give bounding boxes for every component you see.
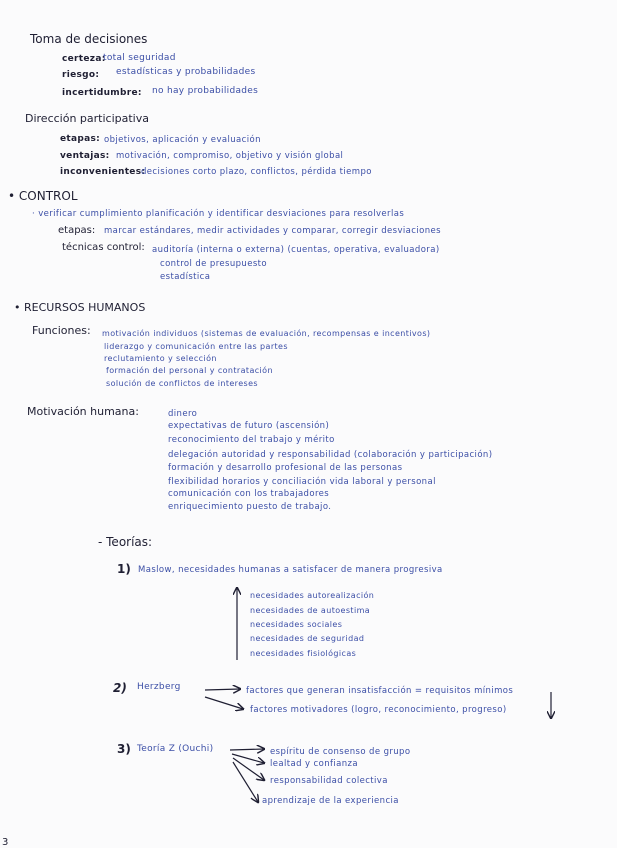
motivacion-item: formación y desarrollo profesional de las personas bbox=[168, 463, 403, 473]
tecnicas-control-3: estadística bbox=[160, 272, 211, 282]
etapas-text: objetivos, aplicación y evaluación bbox=[104, 135, 261, 145]
tecnicas-control-text: auditoría (interna o externa) (cuentas, operativa, evaluadora) bbox=[152, 245, 440, 255]
maslow-item: necesidades autorealización bbox=[250, 591, 375, 600]
herzberg-factor-b: factores motivadores (logro, reconocimiento, progreso) bbox=[250, 705, 507, 715]
funcion-item: solución de conflictos de intereses bbox=[106, 379, 258, 388]
motivacion-item: expectativas de futuro (ascensión) bbox=[168, 421, 330, 431]
teoria-1-number: 1) bbox=[117, 562, 131, 576]
section-title-control: • CONTROL bbox=[8, 189, 78, 203]
motivacion-item: dinero bbox=[168, 409, 198, 419]
funcion-item: reclutamiento y selección bbox=[104, 354, 217, 363]
teoria-2-name: Herzberg bbox=[137, 682, 181, 692]
motivacion-item: flexibilidad horarios y conciliación vida laboral y personal bbox=[168, 477, 436, 487]
motivacion-item: enriquecimiento puesto de trabajo. bbox=[168, 502, 332, 512]
section-title-direccion: Dirección participativa bbox=[25, 112, 149, 125]
ouchi-item: responsabilidad colectiva bbox=[270, 776, 388, 786]
motivacion-item: reconocimiento del trabajo y mérito bbox=[168, 435, 335, 445]
control-etapas-label: etapas: bbox=[58, 225, 96, 236]
section-title-rrhh: • RECURSOS HUMANOS bbox=[14, 301, 146, 314]
ventajas-label: ventajas: bbox=[60, 151, 110, 161]
certeza-label: certeza: bbox=[62, 54, 106, 64]
funciones-label: Funciones: bbox=[32, 324, 91, 337]
teoria-3-name: Teoría Z (Ouchi) bbox=[137, 744, 214, 754]
incertidumbre-text: no hay probabilidades bbox=[152, 86, 259, 96]
page-number: 3 bbox=[2, 837, 9, 848]
teorias-title: - Teorías: bbox=[98, 535, 153, 549]
rrhh-title: RECURSOS HUMANOS bbox=[24, 301, 146, 314]
funcion-item: liderazgo y comunicación entre las partes bbox=[104, 342, 288, 351]
control-definition: verificar cumplimiento planificación y identificar desviaciones para resolverlas bbox=[38, 209, 405, 219]
funcion-item: formación del personal y contratación bbox=[106, 366, 273, 375]
inconvenientes-text: decisiones corto plazo, conflictos, pérdida tiempo bbox=[141, 167, 372, 177]
incertidumbre-label: incertidumbre: bbox=[62, 88, 142, 98]
tecnicas-control-2: control de presupuesto bbox=[160, 259, 268, 269]
maslow-item: necesidades de seguridad bbox=[250, 634, 365, 643]
maslow-item: necesidades de autoestima bbox=[250, 606, 371, 615]
herzberg-arrow-b bbox=[205, 697, 243, 709]
motivacion-item: comunicación con los trabajadores bbox=[168, 489, 330, 499]
control-title: CONTROL bbox=[18, 189, 78, 203]
control-etapas-text: marcar estándares, medir actividades y comparar, corregir desviaciones bbox=[104, 226, 441, 236]
maslow-item: necesidades fisiológicas bbox=[250, 649, 357, 658]
ouchi-item: lealtad y confianza bbox=[270, 759, 359, 769]
section-title-toma-decisiones: Toma de decisiones bbox=[30, 32, 148, 46]
certeza-text: total seguridad bbox=[103, 53, 176, 63]
etapas-label: etapas: bbox=[60, 134, 101, 144]
ouchi-arrow-1 bbox=[230, 749, 264, 750]
ouchi-arrow-2 bbox=[232, 754, 264, 763]
riesgo-label: riesgo: bbox=[62, 70, 100, 80]
teoria-2-number: 2) bbox=[113, 681, 127, 695]
inconvenientes-label: inconvenientes: bbox=[60, 167, 146, 177]
control-line-1: · verificar cumplimiento planificación y identificar desviaciones para resolverlas bbox=[32, 209, 405, 219]
ouchi-arrow-4 bbox=[233, 762, 258, 802]
funcion-item: motivación individuos (sistemas de evaluación, recompensas e incentivos) bbox=[102, 329, 431, 338]
motivacion-label: Motivación humana: bbox=[27, 405, 139, 418]
ouchi-item: aprendizaje de la experiencia bbox=[262, 796, 399, 806]
maslow-item: necesidades sociales bbox=[250, 620, 343, 629]
riesgo-text: estadísticas y probabilidades bbox=[116, 67, 256, 77]
ventajas-text: motivación, compromiso, objetivo y visión global bbox=[116, 151, 344, 161]
teoria-1-text: Maslow, necesidades humanas a satisfacer de manera progresiva bbox=[138, 565, 443, 575]
ouchi-item: espíritu de consenso de grupo bbox=[270, 747, 411, 757]
herzberg-factor-a: factores que generan insatisfacción = requisitos mínimos bbox=[246, 686, 514, 696]
herzberg-arrow-a bbox=[205, 689, 240, 690]
tecnicas-control-label: técnicas control: bbox=[62, 242, 145, 253]
motivacion-item: delegación autoridad y responsabilidad (colaboración y participación) bbox=[168, 450, 493, 460]
teoria-3-number: 3) bbox=[117, 742, 131, 756]
